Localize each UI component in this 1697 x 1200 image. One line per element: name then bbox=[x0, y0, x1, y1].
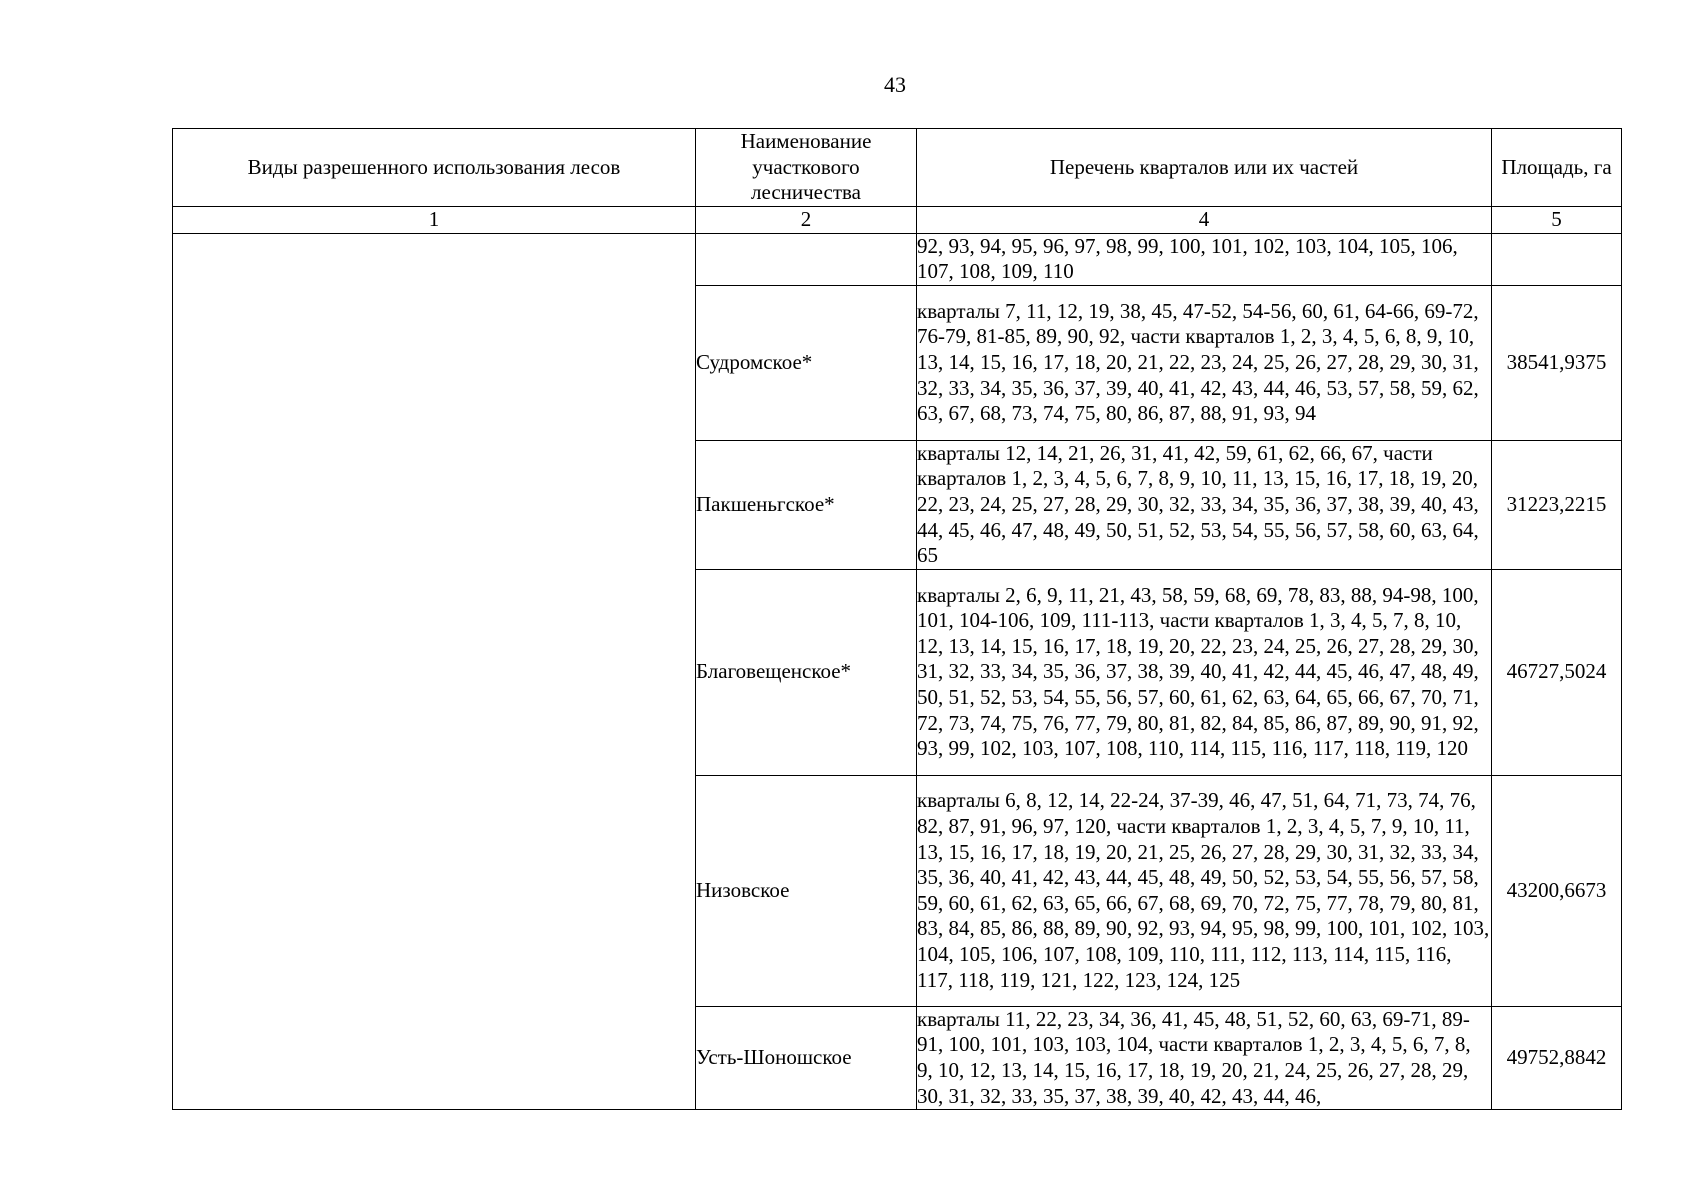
column-number: 1 bbox=[173, 207, 696, 234]
forestry-name: Судромское* bbox=[696, 285, 917, 440]
quarters-list: 92, 93, 94, 95, 96, 97, 98, 99, 100, 101, 102, 103, 104, 105, 106, 107, 108, 109, 110 bbox=[917, 233, 1492, 285]
area-value: 31223,2215 bbox=[1492, 440, 1622, 569]
header-forestry-name: Наименование участкового лесничества bbox=[696, 129, 917, 207]
column-numbers-row bbox=[173, 207, 1622, 234]
area-value: 38541,9375 bbox=[1492, 285, 1622, 440]
table-header-row bbox=[173, 129, 1622, 207]
page-number: 43 bbox=[884, 72, 906, 97]
column-number: 4 bbox=[917, 207, 1492, 234]
quarters-list: кварталы 12, 14, 21, 26, 31, 41, 42, 59, 61, 62, 66, 67, части кварталов 1, 2, 3, 4, 5, 6, 7, 8, 9, 10, 11, 13, 15, 16, 17, 18, 19, 20, 22, 23, 24, 25, 27, 28, 29, 30, 32, 33, 34, 35, 36, 37, 38, 39, 40, 43, 44, 45, 46, 47, 48, 49, 50, 51, 52, 53, 54, 55, 56, 57, 58, 60, 63, 64, 65 bbox=[917, 440, 1492, 569]
column-number: 2 bbox=[696, 207, 917, 234]
forestry-name: Пакшеньгское* bbox=[696, 440, 917, 569]
table-row bbox=[173, 233, 1622, 285]
quarters-list: кварталы 6, 8, 12, 14, 22-24, 37-39, 46, 47, 51, 64, 71, 73, 74, 76, 82, 87, 91, 96, 97, 120, части кварталов 1, 2, 3, 4, 5, 7, 9, 10, 11, 13, 15, 16, 17, 18, 19, 20, 21, 25, 26, 27, 28, 29, 30, 31, 32, 33, 34, 35, 36, 40, 41, 42, 43, 44, 45, 48, 49, 50, 52, 53, 54, 55, 56, 57, 58, 59, 60, 61, 62, 63, 65, 66, 67, 68, 69, 70, 72, 75, 77, 78, 79, 80, 81, 83, 84, 85, 86, 88, 89, 90, 92, 93, 94, 95, 98, 99, 100, 101, 102, 103, 104, 105, 106, 107, 108, 109, 110, 111, 112, 113, 114, 115, 116, 117, 118, 119, 121, 122, 123, 124, 125 bbox=[917, 775, 1492, 1006]
header-quarters-list: Перечень кварталов или их частей bbox=[917, 129, 1492, 207]
forestry-name: Благовещенское* bbox=[696, 569, 917, 775]
header-usage-types: Виды разрешенного использования лесов bbox=[173, 129, 696, 207]
column-number: 5 bbox=[1492, 207, 1622, 234]
forestry-name bbox=[696, 233, 917, 285]
forest-quarters-table bbox=[172, 128, 1622, 1110]
forestry-name: Усть-Шоношское bbox=[696, 1006, 917, 1109]
quarters-list: кварталы 7, 11, 12, 19, 38, 45, 47-52, 54-56, 60, 61, 64-66, 69-72, 76-79, 81-85, 89, 90, 92, части кварталов 1, 2, 3, 4, 5, 6, 8, 9, 10, 13, 14, 15, 16, 17, 18, 20, 21, 22, 23, 24, 25, 26, 27, 28, 29, 30, 31, 32, 33, 34, 35, 36, 37, 39, 40, 41, 42, 43, 44, 46, 53, 57, 58, 59, 62, 63, 67, 68, 73, 74, 75, 80, 86, 87, 88, 91, 93, 94 bbox=[917, 285, 1492, 440]
quarters-list: кварталы 11, 22, 23, 34, 36, 41, 45, 48, 51, 52, 60, 63, 69-71, 89-91, 100, 101, 103, 103, 104, части кварталов 1, 2, 3, 4, 5, 6, 7, 8, 9, 10, 12, 13, 14, 15, 16, 17, 18, 19, 20, 21, 24, 25, 26, 27, 28, 29, 30, 31, 32, 33, 35, 37, 38, 39, 40, 42, 43, 44, 46, bbox=[917, 1006, 1492, 1109]
area-value bbox=[1492, 233, 1622, 285]
forestry-name: Низовское bbox=[696, 775, 917, 1006]
header-area: Площадь, га bbox=[1492, 129, 1622, 207]
usage-type-cell bbox=[173, 233, 696, 1110]
area-value: 49752,8842 bbox=[1492, 1006, 1622, 1109]
quarters-list: кварталы 2, 6, 9, 11, 21, 43, 58, 59, 68, 69, 78, 83, 88, 94-98, 100, 101, 104-106, 109, 111-113, части кварталов 1, 3, 4, 5, 7, 8, 10, 12, 13, 14, 15, 16, 17, 18, 19, 20, 22, 23, 24, 25, 26, 27, 28, 29, 30, 31, 32, 33, 34, 35, 36, 37, 38, 39, 40, 41, 42, 44, 45, 46, 47, 48, 49, 50, 51, 52, 53, 54, 55, 56, 57, 60, 61, 62, 63, 64, 65, 66, 67, 70, 71, 72, 73, 74, 75, 76, 77, 79, 80, 81, 82, 84, 85, 86, 87, 89, 90, 91, 92, 93, 99, 102, 103, 107, 108, 110, 114, 115, 116, 117, 118, 119, 120 bbox=[917, 569, 1492, 775]
area-value: 43200,6673 bbox=[1492, 775, 1622, 1006]
area-value: 46727,5024 bbox=[1492, 569, 1622, 775]
